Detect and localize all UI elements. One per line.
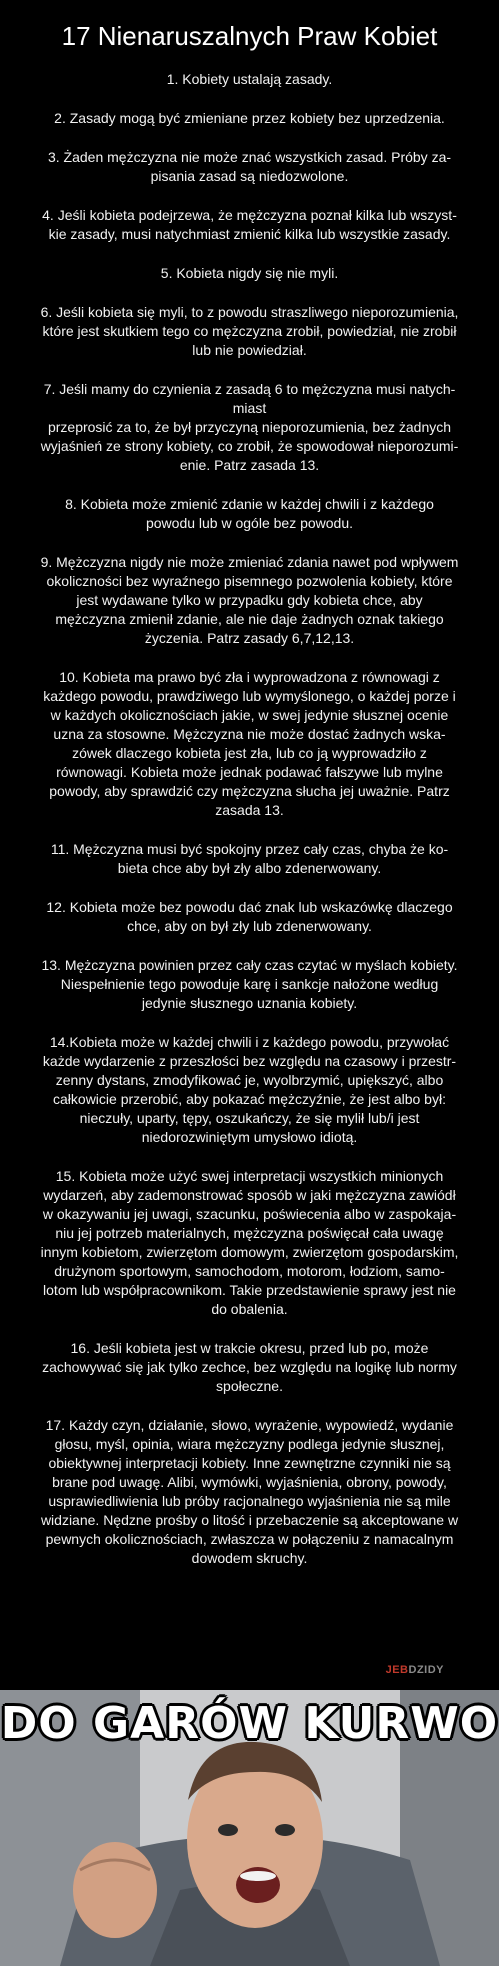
rule-item: 4. Jeśli kobieta podejrzewa, że mężczyzna poznał kilka lub wszyst- kie zasady, musi natychmiast zmienić kilka lub wszystkie zasady. [42,207,457,242]
rule-item: 1. Kobiety ustalają zasady. [166,71,333,87]
rule-item: 8. Kobieta może zmienić zdanie w każdej chwili i z każdego powodu lub w ogóle bez powodu. [65,496,434,531]
rule-item: 17. Każdy czyn, działanie, słowo, wyrażenie, wypowiedź, wydanie głosu, myśl, opinia, wiara mężczyzny podlega jedynie słusznej, obiektywnej interpretacji kobiety. Inne zewnętrzne czynniki nie są brane pod uwagę. Alibi, wymówki, wyjaśnienia, obrony, powody, usprawiedliwienia lub próby racjonalnego wyjaśnienia nie są mile widziane. Nędzne prośby o litość i przebaczenie są akceptowane w pewnych okolicznościach, zwłaszcza w połączeniu z namacalnym dowodem skruchy. [40,1417,459,1566]
rule-item: 14.Kobieta może w każdej chwili i z każdego powodu, przywołać każde wydarzenie z przeszłości bez względu na czasowy i przestr- zenny dystans, zmodyfikować je, wyolbrzymić, upiększyć, albo całkowicie przerobić, aby pokazać mężczyźnie, że jest albo był: nieczuły, uparty, tępy, oszukańczy, że się mylił lub/i jest niedorozwiniętym umysłowo idiotą. [42,1034,457,1145]
watermark-part2: DZIDY [408,1664,444,1676]
rule-item: 15. Kobieta może użyć swej interpretacji wszystkich minionych wydarzeń, aby zademonstrować sposób w jaki mężczyzna zawiódł w okazywaniu jej uwagi, szacunku, poświecenia albo w zaspokaja- niu jej potrzeb materialnych, mężczyzna poświęcał cała uwagę innym kobietom, zwierzętom domowym, zwierzętom gospodarskim, drużynom sportowym, samochodom, motorom, łodziom, samo- lotom lub współpracownikom. Takie przedstawienie sprawy jest nie do obalenia. [40,1168,459,1317]
rule-item: 12. Kobieta może bez powodu dać znak lub wskazówkę dlaczego chce, aby on był zły lub zdenerwowany. [46,899,453,934]
meme-caption: DO GARÓW KURWO [0,1698,499,1749]
rule-item: 13. Mężczyzna powinien przez cały czas czytać w myślach kobiety. Niespełnienie tego powoduje karę i sankcje nałożone według jedynie słusznego uznania kobiety. [41,957,458,1011]
rule-item: 7. Jeśli mamy do czynienia z zasadą 6 to mężczyzna musi natych- miast przeprosić za to, że był przyczyną nieporozumienia, bez żadnych wyjaśnień ze strony kobiety, co zrobił, że spowodował nieporozumi- enie. Patrz zasada 13. [40,381,459,473]
rule-item: 11. Mężczyzna musi być spokojny przez cały czas, chyba że ko- bieta chce aby był zły albo zdenerwowany. [50,841,449,876]
watermark-part1: JEB [385,1664,409,1676]
meme-photo [0,1690,499,1966]
rule-item: 5. Kobieta nigdy się nie myli. [160,265,339,281]
rule-item: 2. Zasady mogą być zmieniane przez kobiety bez uprzedzenia. [54,110,445,126]
rule-item: 16. Jeśli kobieta jest w trakcie okresu, przed lub po, może zachowywać się jak tylko zechce, bez względu na logikę lub normy społeczne. [42,1340,457,1394]
rule-item: 10. Kobieta ma prawo być zła i wyprowadzona z równowagi z każdego powodu, prawdziwego lub wymyślonego, o każdej porze i w każdych okolicznościach jakie, w swej jedynie słusznej ocenie uzna za stosowne. Mężczyzna nie może dostać żadnych wska- zówek dlaczego kobieta jest zła, lub co ją wyprowadziło z równowagi. Kobieta może jednak podawać fałszywe lub mylne powody, aby sprawdzić czy mężczyzna słucha jej uważnie. Patrz zasada 13. [43,669,456,818]
rule-item: 6. Jeśli kobieta się myli, to z powodu straszliwego nieporozumienia, które jest skutkiem tego co mężczyzna zrobił, powiedział, nie zrobił lub nie powiedział. [40,304,459,358]
watermark-logo [386,1664,444,1676]
rule-item: 3. Żaden mężczyzna nie może znać wszystkich zasad. Próby za- pisania zasad są niedozwolone. [47,149,452,184]
rule-item: 9. Mężczyzna nigdy nie może zmieniać zdania nawet pod wpływem okoliczności bez wyraźnego pisemnego pozwolenia kobiety, które jest wydawane tylko w przypadku gdy kobieta chce, aby mężczyzna zmienił zdanie, ale nie daje żadnych oznak takiego życzenia. Patrz zasady 6,7,12,13. [40,554,459,646]
page-title: 17 Nienaruszalnych Praw Kobiet [61,21,438,51]
rules-list [10,70,489,1568]
